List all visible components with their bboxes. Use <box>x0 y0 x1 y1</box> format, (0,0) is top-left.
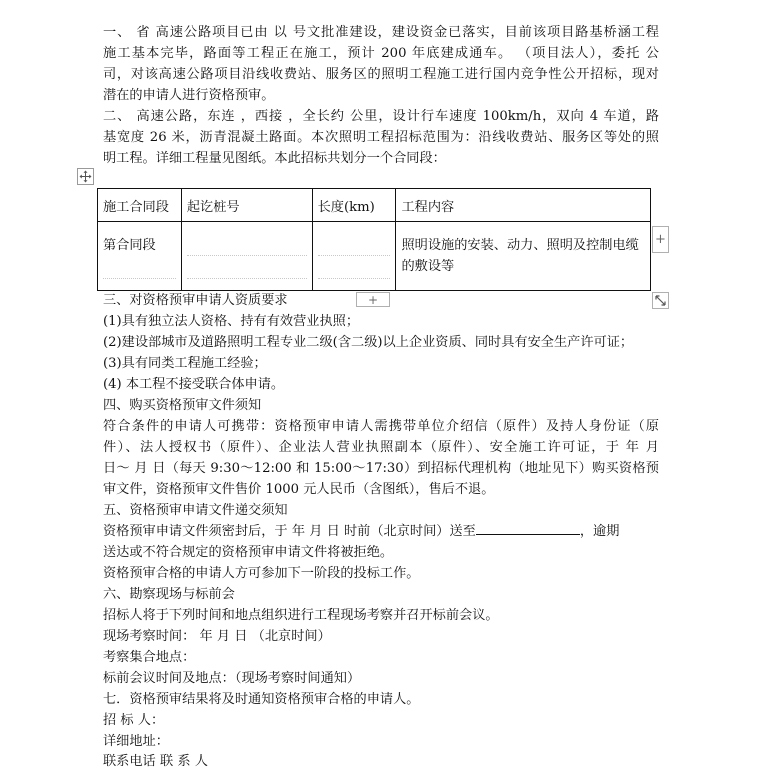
submission-line-2: 送达或不符合规定的资格预审申请文件将被拒绝。 <box>103 545 394 560</box>
cell-length-text <box>318 233 391 256</box>
section-6-title: 六、勘察现场与标前会 <box>103 587 235 602</box>
contract-section-table <box>97 188 651 291</box>
address-blank-field[interactable] <box>476 521 580 535</box>
cell-subline <box>318 256 391 279</box>
section-3-title: 三、对资格预审申请人资质要求 <box>103 293 288 308</box>
table-move-handle[interactable] <box>77 168 94 185</box>
table-header-row <box>98 189 651 222</box>
purchase-line-1: 符合条件的申请人可携带：资格预审申请人需携带单位介绍信（原件）及持人身份证（原 <box>103 419 659 434</box>
tenderer-label: 招 标 人： <box>103 713 165 728</box>
contact-label: 联系电话 联 系 人 <box>103 754 208 769</box>
para-1-line-2: 施工基本完毕，路面等工程正在施工，预计 200 年底建成通车。 （项目法人），委托 公 <box>103 46 659 61</box>
submission-text: 资格预审申请文件须密封后，于 年 月 日 时前（北京时间）送至 <box>103 524 476 539</box>
cell-subline <box>103 256 176 279</box>
move-arrows-icon <box>79 170 92 183</box>
site-visit-line: 考察集合地点： <box>103 650 196 665</box>
qualification-item: (1)具有独立法人资格、持有有效营业执照； <box>103 314 360 329</box>
plus-icon: + <box>367 292 379 307</box>
header-cell-section: 施工合同段 <box>98 189 182 222</box>
header-cell-stake: 起讫桩号 <box>181 189 312 222</box>
cell-stake-text <box>187 233 307 256</box>
qualification-item: (4) 本工程不接受联合体申请。 <box>103 377 285 392</box>
add-column-button[interactable] <box>652 226 669 253</box>
cell-section[interactable] <box>98 222 182 291</box>
cell-subline <box>187 256 307 279</box>
site-visit-line: 招标人将于下列时间和地点组织进行工程现场考察并召开标前会议。 <box>103 608 499 623</box>
submission-line-3: 资格预审合格的申请人方可参加下一阶段的投标工作。 <box>103 566 420 581</box>
para-1-line-4: 潜在的申请人进行资格预审。 <box>103 88 275 103</box>
table-row <box>98 222 651 291</box>
section-7-title: 七．资格预审结果将及时通知资格预审合格的申请人。 <box>103 692 420 707</box>
site-visit-line: 现场考察时间： 年 月 日 （北京时间） <box>103 629 331 644</box>
cell-stake[interactable] <box>181 222 312 291</box>
cell-content-text: 照明设施的安装、动力、照明及控制电缆的敷设等 <box>401 238 639 274</box>
plus-icon: + <box>655 232 666 247</box>
submission-text-end: ，逾期 <box>579 524 620 539</box>
para-1-line-1: 一、 省 高速公路项目已由 以 号文批准建设，建设资金已落实，目前该项目路基桥涵工程 <box>103 25 659 40</box>
purchase-line-4: 审文件，资格预审文件售价 1000 元人民币（含图纸），售后不退。 <box>103 482 495 497</box>
site-visit-line: 标前会议时间及地点：（现场考察时间通知） <box>103 671 361 686</box>
header-cell-content: 工程内容 <box>396 189 651 222</box>
section-4-title: 四、购买资格预审文件须知 <box>103 398 262 413</box>
address-label: 详细地址： <box>103 734 169 749</box>
para-2-line-2: 基宽度 26 米，沥青混凝土路面。本次照明工程招标范围为：沿线收费站、服务区等处的照 <box>103 130 659 145</box>
para-2-line-3: 明工程。详细工程量见图纸。本此招标共划分一个合同段： <box>103 151 446 166</box>
para-1-line-3: 司，对该高速公路项目沿线收费站、服务区的照明工程施工进行国内竞争性公开招标，现对 <box>103 67 659 82</box>
para-2-line-1: 二、 高速公路，东连 ，西接 ，全长约 公里，设计行车速度 100km/h，双向 4 车道，路 <box>103 109 659 124</box>
qualification-item: (2)建设部城市及道路照明工程专业二级(含二级)以上企业资质、同时具有安全生产许可证； <box>103 335 634 350</box>
header-cell-length: 长度(km) <box>312 189 396 222</box>
qualification-item: (3)具有同类工程施工经验； <box>103 356 267 371</box>
purchase-line-2: 件）、法人授权书（原件）、企业法人营业执照副本（原件）、安全施工许可证，于 年 月 <box>103 440 659 455</box>
cell-length[interactable] <box>312 222 396 291</box>
purchase-line-3: 日～ 月 日（每天 9:30～12:00 和 15:00～17:30）到招标代理机构（地址见下）购买资格预 <box>103 461 659 476</box>
section-5-title: 五、资格预审申请文件递交须知 <box>103 503 288 518</box>
submission-line-1 <box>103 521 659 542</box>
cell-content[interactable] <box>396 222 651 291</box>
cell-section-text: 第合同段 <box>103 237 156 253</box>
